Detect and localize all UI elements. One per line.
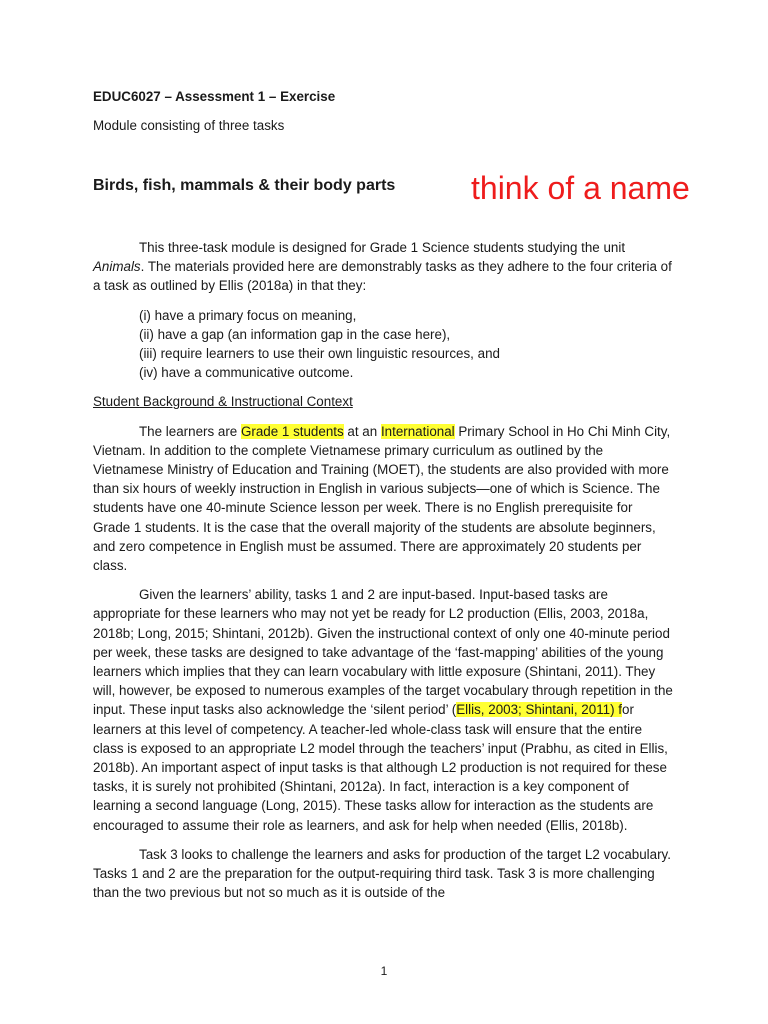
document-body (93, 238, 673, 913)
document-title: Birds, fish, mammals & their body parts (93, 177, 396, 194)
page-number: 1 (380, 964, 388, 978)
module-subtitle: Module consisting of three tasks (93, 118, 285, 133)
unit-name: Animals (93, 259, 141, 275)
highlight-citation: Ellis, 2003; Shintani, 2011) f (456, 702, 622, 718)
highlight-grade: Grade 1 students (240, 423, 344, 439)
background-paragraph-3: Task 3 looks to challenge the learners and asks for production of the target L2 vocabulary. Tasks 1 and 2 are the preparation for the output-requiring third task. Task 3 is more challenging than the two previous but not so much as it is outside of the (93, 846, 671, 901)
section-heading: Student Background & Instructional Context (93, 394, 353, 410)
background-paragraph-2: Given the learners’ ability, tasks 1 and 2 are input-based. Input-based tasks are appropriate for these learners who may not yet be ready for L2 production (Ellis, 2003, 2018a, 2018b; Long, 2015; Shintani, 2012b). Given the instructional context of only one 40-minute period per week, these tasks are designed to take advantage of the ‘fast-mapping’ abilities of the young learners which implies that they can learn vocabulary with little exposure (Shintani, 2011). They will, however, be exposed to numerous examples of the target vocabulary through repetition in the input. These input tasks also acknowledge the ‘silent period’ (Ellis, 2003; Shintani, 2011) for learners at this level of competency. A teacher-led whole-class task will ensure that the entire class is exposed to an appropriate L2 model through the teachers’ input (Prabhu, as cited in Ellis, 2018b). An important aspect of input tasks is that although L2 production is not required for these tasks, it is surely not prohibited (Shintani, 2012a). In fact, interaction is a key component of learning a second language (Long, 2015). These tasks allow for interaction as the students are encouraged to assume their role as learners, and ask for help when needed (Ellis, 2018b). (93, 587, 673, 833)
red-annotation: think of a name (471, 170, 690, 206)
background-paragraph-1: The learners are Grade 1 students at an International Primary School in Ho Chi Minh City, Vietnam. In addition to the complete Vietnamese primary curriculum as outlined by the Vietnamese Ministry of Education and Training (MOET), the students are also provided with more than six hours of weekly instruction in English in various subjects—one of which is Science. The students have one 40-minute Science lesson per week. There is no English prerequisite for Grade 1 students. It is the case that the overall majority of the students are absolute beginners, and zero competence in English must be assumed. There are approximately 20 students per class. (93, 423, 671, 574)
list-item: (iii) require learners to use their own linguistic resources, and (139, 346, 500, 362)
task-criteria-list (139, 306, 673, 383)
intro-paragraph: This three-task module is designed for Grade 1 Science students studying the unit Animals. The materials provided here are demonstrably tasks as they adhere to the four criteria of a task as outlined by Ellis (2018a) in that they: (93, 240, 672, 294)
list-item: (iv) have a communicative outcome. (139, 365, 354, 381)
course-header: EDUC6027 – Assessment 1 – Exercise (93, 89, 336, 104)
list-item: (i) have a primary focus on meaning, (139, 307, 357, 323)
list-item: (ii) have a gap (an information gap in the case here), (139, 326, 451, 342)
highlight-international: International (380, 423, 455, 439)
